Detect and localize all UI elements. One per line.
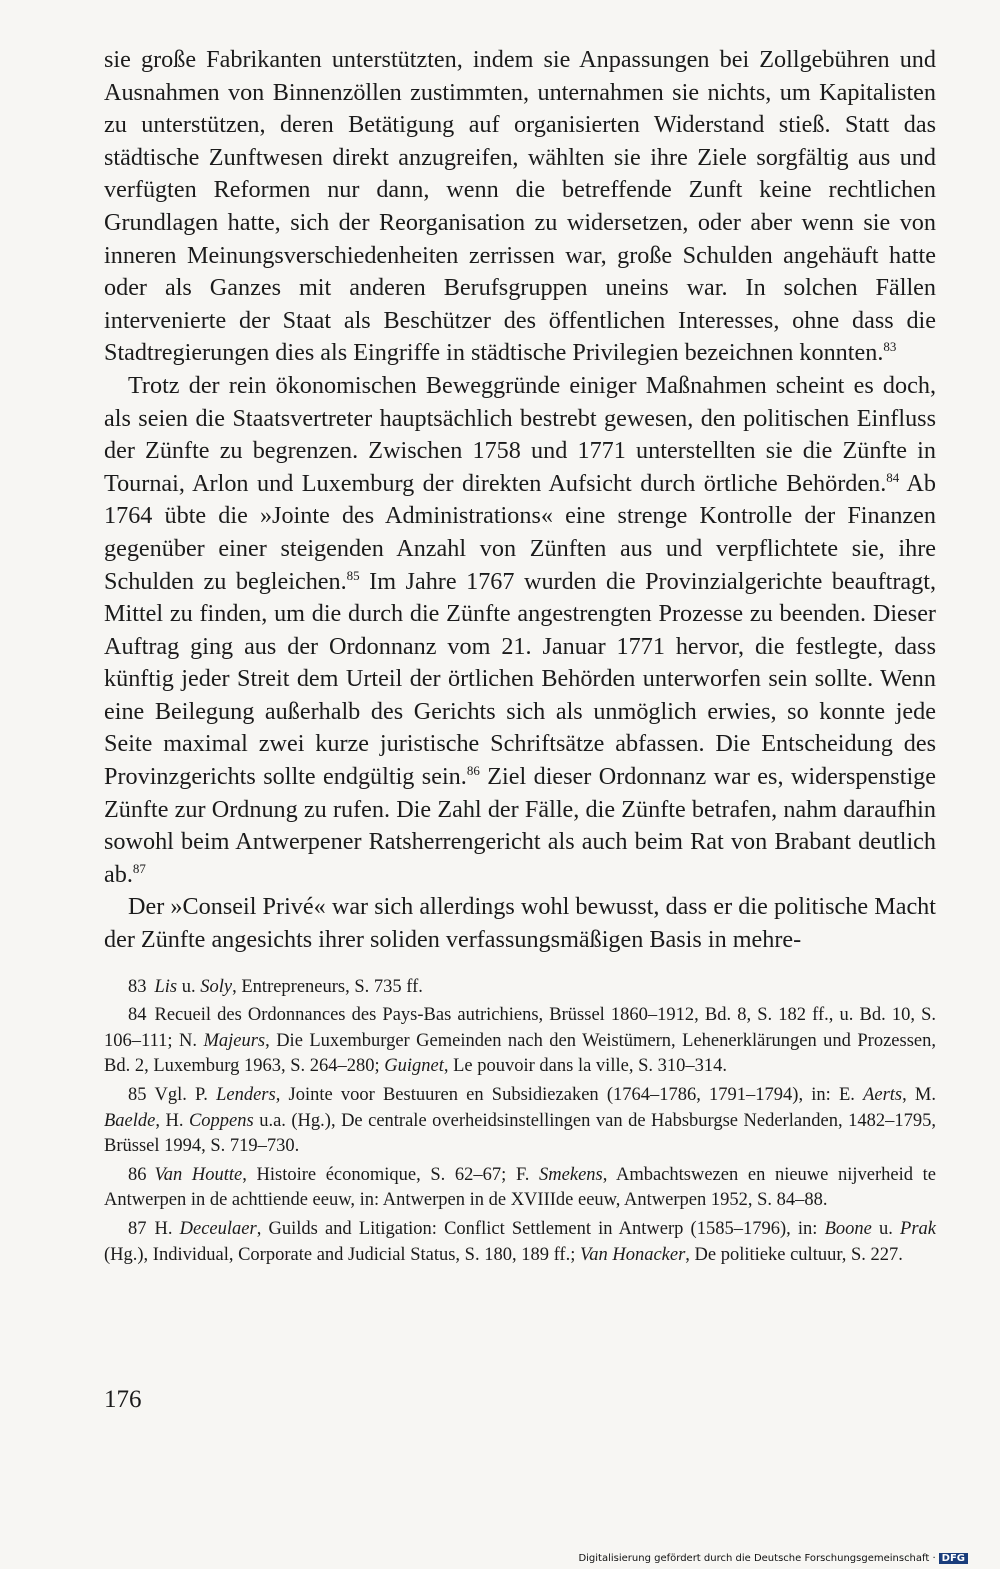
footnote-text: , Ambachtswezen en nieuwe nijverheid te Antwerpen in de achttiende eeuw, in: Antwerpen in de XVIIIde eeuw, Antwerpen 1952, S. 84–88. [104,1164,936,1211]
footnote-author: Prak [900,1218,936,1239]
footnote-text: , De politieke cultuur, S. 227. [685,1244,903,1265]
footnote-author: Lenders [216,1085,276,1105]
footnote-author: Aerts [863,1085,903,1105]
body-paragraph-3: Der »Conseil Privé« war sich allerdings wohl bewusst, dass er die politische Macht der Zünfte angesichts ihrer soliden verfassungsmäßigen Basis in mehre- [104,893,936,954]
footnote-text: , H. [155,1110,189,1131]
footnote-text: , M. [902,1085,936,1105]
footnote-text: u. [177,976,201,997]
footnote-83 [104,975,936,1001]
footnote-author: Coppens [188,1110,254,1131]
footnote-author: Soly [200,976,233,997]
footnote-author: Boone [824,1218,872,1239]
footnote-number: 83 [128,976,147,997]
digitization-credit: Digitalisierung gefördert durch die Deutsche Forschungsgemeinschaft · DFG [578,1553,968,1564]
footnote-author: Majeurs [203,1030,266,1051]
footnote-84 [104,1003,936,1080]
footnote-author: Lis [154,976,178,997]
footnote-ref-85[interactable]: 85 [346,567,360,583]
footnote-text: u. [871,1218,901,1239]
footnote-text: , Die Luxemburger Gemeinden nach den Weistümern, Lehenerklärungen und Prozessen, Bd. 2, Luxemburg 1963, S. 264–280; [104,1030,936,1077]
footnote-text: (Hg.), Individual, Corporate and Judicial Status, S. 180, 189 ff.; [104,1244,580,1265]
footnote-author: Van Honacker [579,1244,686,1265]
page-number: 176 [104,1386,142,1413]
dfg-logo: DFG [939,1553,968,1564]
footnote-text: , Guilds and Litigation: Conflict Settlement in Antwerp (1585–1796), in: [256,1218,825,1239]
footnote-author: Deceulaer [179,1218,257,1239]
footnote-ref-87[interactable]: 87 [132,860,146,876]
footnote-text: Recueil des Ordonnances des Pays-Bas autrichiens, Brüssel 1860–1912, Bd. 8, S. 182 ff., u. Bd. 10, S. 106–111; N. [104,1005,936,1051]
footnote-text: u.a. (Hg.), De centrale overheidsinstellingen van de Habsburgse Nederlanden, 1482–1795, Brüssel 1994, S. 719–730. [104,1110,936,1157]
footnote-number: 86 [128,1164,147,1185]
footnote-number: 87 [128,1218,147,1239]
footnotes [104,975,936,1269]
footnote-author: Van Houtte [154,1164,243,1185]
footnote-ref-86[interactable]: 86 [466,763,480,779]
body-paragraph-1: sie große Fabrikanten unterstützten, indem sie Anpassungen bei Zollgebühren und Ausnahmen von Binnenzöllen zustimmten, unternahmen sie nichts, um Kapitalisten zu unterstützen, deren Betätigung auf organisierten Widerstand stieß. Statt das städtische Zunftwesen direkt anzugreifen, wählten sie ihre Ziele sorgfältig aus und verfügten Reformen nur dann, wenn die betreffende Zunft keine rechtlichen Grundlagen hatte, sich der Reorganisation zu widersetzen, oder aber wenn sie von inneren Meinungsverschiedenheiten zerrissen war, große Schulden angehäuft hatte oder als Ganzes mit anderen Berufsgruppen uneins war. In solchen Fällen intervenierte der Staat als Beschützer des öffentlichen Interesses, ohne dass die Stadtregierungen dies als Eingriffe in städtische Privilegien bezeichnen konnten.$^{83}$ [104,46,936,367]
footnote-text: , Jointe voor Bestuuren en Subsidiezaken (1764–1786, 1791–1794), in: E. [275,1085,864,1105]
footnote-number: 85 [128,1085,147,1105]
footnote-text: H. [154,1218,180,1239]
footnote-text: , Histoire économique, S. 62–67; F. [242,1164,540,1185]
footnote-85 [104,1083,936,1160]
footnote-author: Guignet [384,1056,444,1077]
page-content [104,44,936,1271]
footnote-86 [104,1163,936,1214]
footnote-text: , Entrepreneurs, S. 735 ff. [232,976,423,997]
footnote-author: Baelde [104,1110,156,1131]
footnote-text: , Le pouvoir dans la ville, S. 310–314. [443,1056,727,1077]
footnote-ref-83[interactable]: 83 [883,339,897,355]
body-paragraph-2: Trotz der rein ökonomischen Beweggründe einiger Maßnahmen scheint es doch, als seien die Staatsvertreter hauptsächlich bestrebt gewesen, den politischen Einfluss der Zünfte zu begrenzen. Zwischen 1758 und 1771 unterstellten sie die Zünfte in Tournai, Arlon und Luxemburg der direkten Aufsicht durch örtliche Behörden.$^{84}$ Ab 1764 übte die »Jointe des Administrations« eine strenge Kontrolle der Finanzen gegenüber einer steigenden Anzahl von Zünften aus und verpflichtete sie, ihre Schulden zu begleichen.$^{85}$ Im Jahre 1767 wurden die Provinzialgerichte beauftragt, Mittel zu finden, um die durch die Zünfte angestrengten Prozesse zu beenden. Dieser Auftrag ging aus der Ordonnanz vom 21. Januar 1771 hervor, die festlegte, dass künftig jeder Streit dem Urteil der örtlichen Behörden unterworfen sein sollte. Wenn eine Beilegung außerhalb des Gerichts sich als unmöglich erwies, so konnte jede Seite maximal zwei kurze juristische Schriftsätze abfassen. Die Entscheidung des Provinzgerichts sollte endgültig sein.$^{86}$ Ziel dieser Ordonnanz war es, widerspenstige Zünfte zur Ordnung zu rufen. Die Zahl der Fälle, die Zünfte betrafen, nahm daraufhin sowohl beim Antwerpener Ratsherrengericht als auch beim Rat von Brabant deutlich ab.$^{87}$ [104,371,936,888]
footnote-author: Smekens [539,1164,603,1185]
footnote-number: 84 [128,1005,147,1026]
footnote-text: Vgl. P. [154,1085,217,1105]
footnote-87 [104,1217,936,1268]
footnote-ref-84[interactable]: 84 [886,469,900,485]
